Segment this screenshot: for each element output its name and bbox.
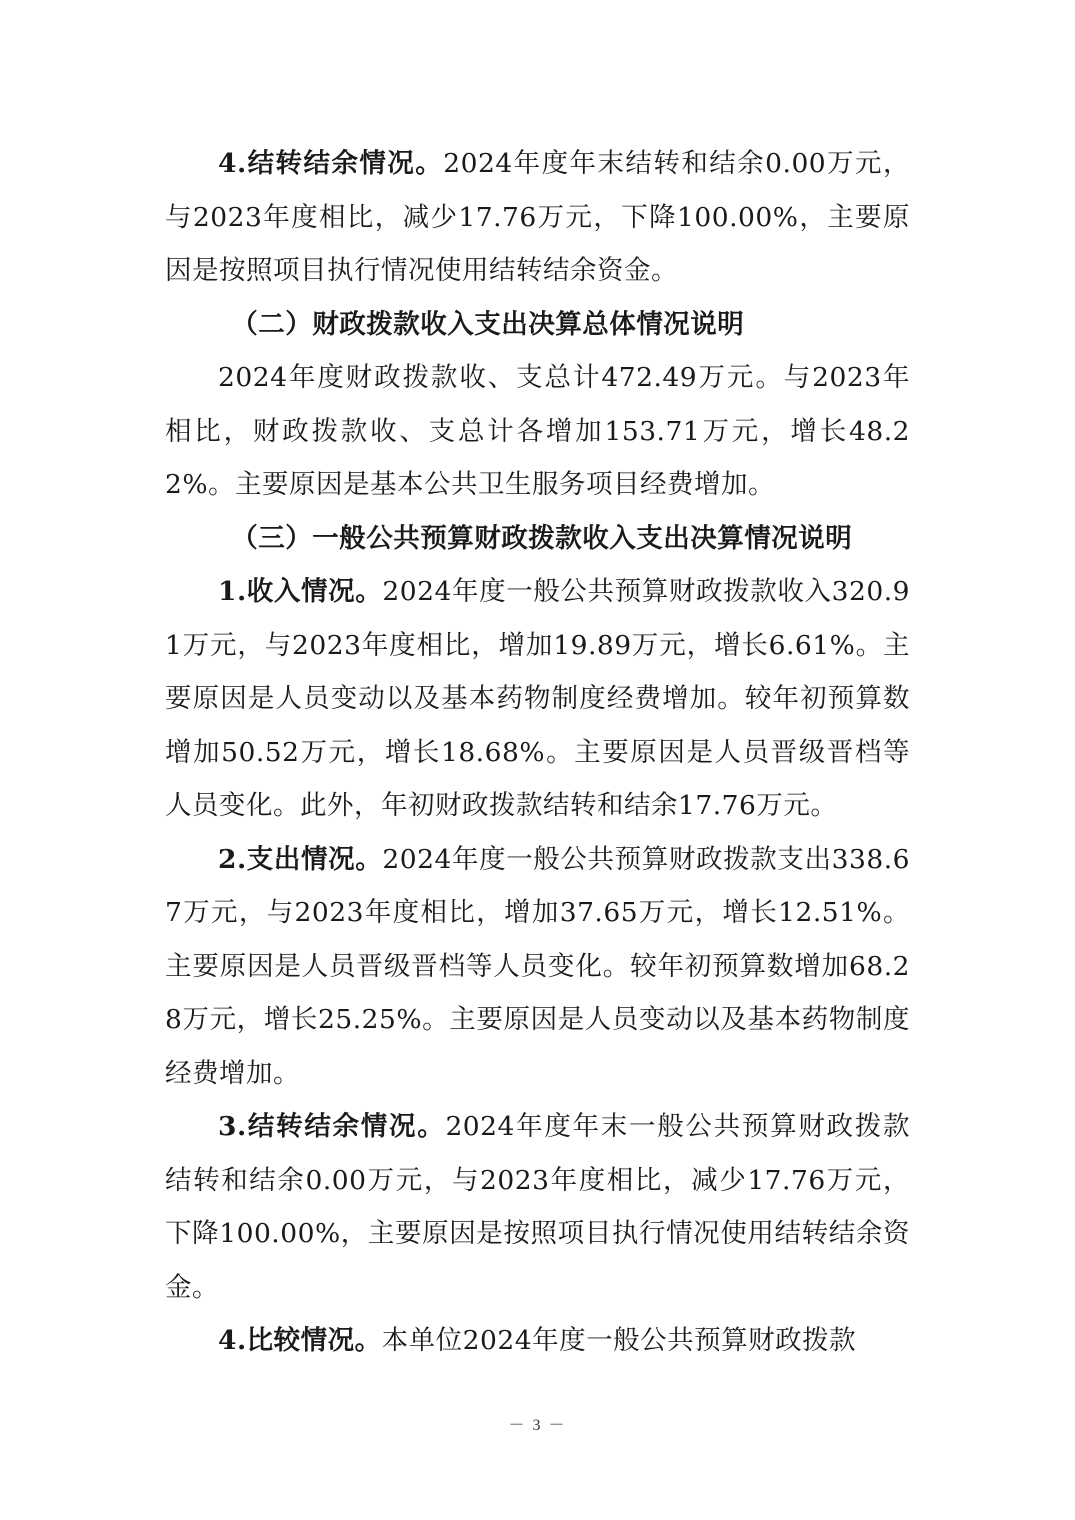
- section-heading-general-budget: （三）一般公共预算财政拨款收入支出决算情况说明: [231, 522, 853, 554]
- paragraph-income: [165, 565, 910, 833]
- paragraph-lead: 4.结转结余情况。: [218, 148, 444, 179]
- page-number: － 3 －: [508, 1417, 567, 1434]
- paragraph-fiscal-overall: [165, 351, 910, 512]
- section-heading-fiscal-overall: （二）财政拨款收入支出决算总体情况说明: [231, 308, 745, 340]
- paragraph-text: 2024年度财政拨款收、支总计472.49万元。与2023年相比，财政拨款收、支总计各增加153.71万元，增长48.22%。主要原因是基本公共卫生服务项目经费增加。: [165, 362, 910, 500]
- paragraph-general-carryover: [165, 1100, 910, 1314]
- paragraph-text: 2024年度年末结转和结余0.00万元，与2023年度相比，减少17.76万元，下降100.00%，主要原因是按照项目执行情况使用结转结余资金。: [165, 148, 910, 286]
- paragraph-comparison: [165, 1314, 910, 1368]
- paragraph-lead: 2.支出情况。: [218, 843, 383, 875]
- document-body: [165, 137, 910, 1368]
- paragraph-text: 2024年度一般公共预算财政拨款支出338.67万元，与2023年度相比，增加37.65万元，增长12.51%。主要原因是人员晋级晋档等人员变化。较年初预算数增加68.28万元，增长25.25%。主要原因是人员变动以及基本药物制度经费增加。: [165, 843, 910, 1089]
- paragraph-lead: 3.结转结余情况。: [218, 1111, 446, 1142]
- paragraph-text: 2024年度年末一般公共预算财政拨款结转和结余0.00万元，与2023年度相比，减少17.76万元，下降100.00%，主要原因是按照项目执行情况使用结转结余资金。: [165, 1111, 910, 1303]
- paragraph-text: 本单位2024年度一般公共预算财政拨款: [381, 1325, 857, 1356]
- paragraph-lead: 1.收入情况。: [218, 576, 383, 607]
- paragraph-lead: 4.比较情况。: [218, 1325, 382, 1356]
- paragraph-carryover-balance: [165, 137, 910, 298]
- paragraph-text: 2024年度一般公共预算财政拨款收入320.91万元，与2023年度相比，增加19.89万元，增长6.61%。主要原因是人员变动以及基本药物制度经费增加。较年初预算数增加50.52万元，增长18.68%。主要原因是人员晋级晋档等人员变化。此外，年初财政拨款结转和结余17.76万元。: [165, 576, 910, 821]
- paragraph-expenditure: [165, 833, 910, 1101]
